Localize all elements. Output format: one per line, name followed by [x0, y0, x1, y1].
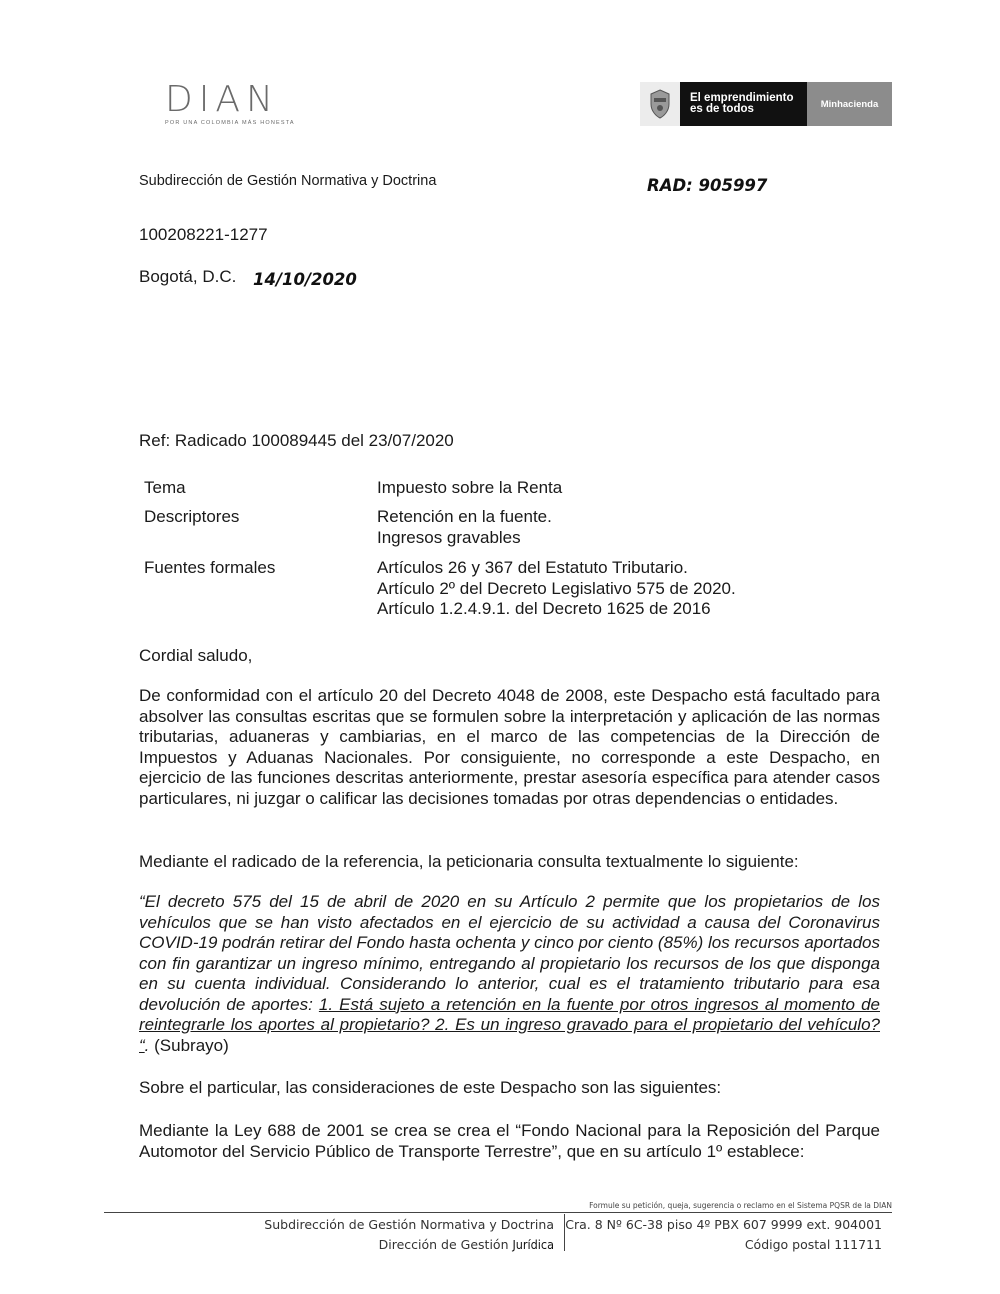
city: Bogotá, D.C.: [139, 267, 237, 286]
footer-office-line2: [264, 1235, 554, 1255]
footer-office-line1: Subdirección de Gestión Normativa y Doctrina: [264, 1217, 554, 1232]
paragraph-law-688: Mediante la Ley 688 de 2001 se crea se crea el “Fondo Nacional para la Reposición del Parque Automotor del Servicio Público de Transporte Terrestre”, que en su artículo 1º establece:: [139, 1121, 880, 1161]
footer-address-line2: Código postal 111711: [744, 1237, 882, 1252]
meta-value-fuentes: [377, 558, 736, 620]
coat-of-arms-icon: [640, 82, 680, 126]
meta-value-line: Impuesto sobre la Renta: [377, 478, 563, 497]
paragraph-request: Mediante el radicado de la referencia, la peticionaria consulta textualmente lo siguiente:: [139, 852, 799, 871]
quote-suffix: (Subrayo): [149, 1035, 229, 1055]
quote-end: .: [144, 1035, 150, 1055]
greeting: Cordial saludo,: [139, 646, 253, 665]
radicado-stamp: RAD: 905997: [647, 176, 768, 195]
meta-label-descriptores: Descriptores: [144, 507, 240, 526]
paragraph-competence: De conformidad con el artículo 20 del Decreto 4048 de 2008, este Despacho está facultado para absolver las consultas escritas que se formulen sobre la interpretación y aplicación de las normas tributarias, aduaneras y cambiarias, en el marco de las competencias de la Dirección de Impuestos y Aduanas Nacionales. Por consiguiente, no corresponde a este Despacho, en ejercicio de las funciones descritas anteriormente, prestar asesoría específica para atender casos particulares, ni juzgar o calificar las decisiones tomadas por otras dependencias o entidades.: [139, 686, 880, 808]
footer-office-prefix: Dirección de Gestión: [378, 1237, 513, 1252]
meta-value-descriptores: [377, 507, 552, 548]
consultation-quote: [139, 892, 880, 1056]
government-slogan-line1: El emprendimiento: [690, 92, 794, 104]
meta-label-fuentes: Fuentes formales: [144, 558, 276, 577]
issuing-office: Subdirección de Gestión Normativa y Doctrina: [139, 173, 437, 189]
footer-office: [264, 1215, 554, 1255]
footer-divider: [104, 1212, 892, 1213]
meta-value-line: Artículo 2º del Decreto Legislativo 575 de 2020.: [377, 578, 736, 598]
document-number: 100208221-1277: [139, 225, 268, 244]
quote-underlined-text: 1. Está sujeto a retención en la fuente por otros ingresos al momento de reintegrarle los aportes al propietario? 2. Es un ingreso gravado para el propietario del vehículo? “: [139, 994, 880, 1055]
dian-logo-tagline: POR UNA COLOMBIA MÁS HONESTA: [165, 120, 295, 126]
date-stamp: 14/10/2020: [253, 270, 357, 289]
footer-address: [565, 1215, 882, 1255]
footer-address-line1: Cra. 8 Nº 6C-38 piso 4º PBX 607 9999 ext. 904001: [565, 1217, 882, 1232]
meta-value-line: Artículo 1.2.4.9.1. del Decreto 1625 de 2016: [377, 599, 711, 618]
ministry-name: Minhacienda: [807, 82, 892, 126]
meta-value-line: Retención en la fuente.: [377, 507, 552, 526]
footer-pqrs-note: Formule su petición, queja, sugerencia o reclamo en el Sistema PQSR de la DIAN: [589, 1201, 892, 1210]
meta-value-tema: [377, 478, 562, 499]
footer-office-emph: Jurídica: [512, 1237, 554, 1252]
government-banner: [640, 82, 892, 126]
government-slogan: [680, 82, 807, 126]
paragraph-considerations: Sobre el particular, las consideraciones de este Despacho son las siguientes:: [139, 1078, 722, 1097]
dian-logo: [165, 79, 325, 128]
government-slogan-line2: es de todos: [690, 103, 754, 115]
reference: Ref: Radicado 100089445 del 23/07/2020: [139, 431, 454, 450]
meta-label-tema: Tema: [144, 478, 186, 497]
meta-value-line: Ingresos gravables: [377, 527, 521, 547]
meta-value-line: Artículos 26 y 367 del Estatuto Tributario.: [377, 558, 688, 577]
dian-logo-word: DIAN: [165, 79, 279, 120]
quote-text: “El decreto 575 del 15 de abril de 2020 en su Artículo 2 permite que los propietarios de los vehículos que se han visto afectados en el ejercicio de su actividad a causa del Coronavirus COVID-19 podrán retirar del Fondo hasta ochenta y cinco por ciento (85%) los recursos aportados con fin garantizar un ingreso mínimo, entregando al propietario los recursos de los que disponga en su cuenta individual. Considerando lo anterior, cual es el tratamiento tributario para esa devolución de aportes:: [139, 892, 880, 1014]
